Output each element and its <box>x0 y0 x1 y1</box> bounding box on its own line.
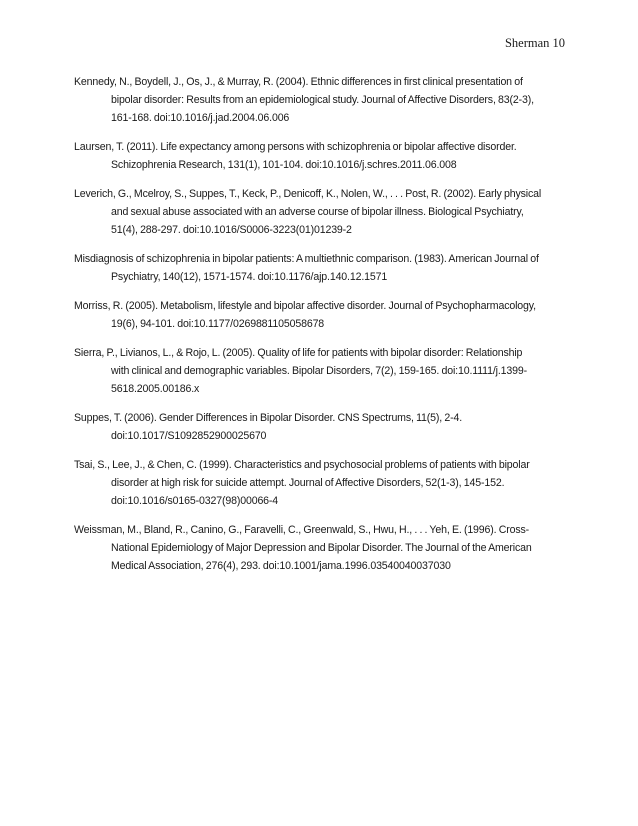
reference-entry-sierra-2005 <box>74 344 566 398</box>
reference-entry-morriss-2005 <box>74 297 566 333</box>
reference-line: Leverich, G., Mcelroy, S., Suppes, T., Keck, P., Denicoff, K., Nolen, W., . . . Post, R. (2002). Early physical <box>74 188 542 200</box>
reference-entry-suppes-2006 <box>74 409 566 445</box>
reference-line: disorder at high risk for suicide attempt. Journal of Affective Disorders, 52(1-3), 145-152. <box>111 477 505 489</box>
reference-line: Misdiagnosis of schizophrenia in bipolar patients: A multiethnic comparison. (1983). American Journal of <box>74 253 539 265</box>
reference-entry-leverich-2002 <box>74 185 566 239</box>
reference-entry-misdiagnosis-1983 <box>74 250 566 286</box>
reference-line: Laursen, T. (2011). Life expectancy among persons with schizophrenia or bipolar affective disorder. <box>74 141 517 153</box>
reference-line: and sexual abuse associated with an adverse course of bipolar illness. Biological Psychiatry, <box>111 206 524 218</box>
reference-line: Tsai, S., Lee, J., & Chen, C. (1999). Characteristics and psychosocial problems of patients with bipolar <box>74 459 530 471</box>
reference-line: 5618.2005.00186.x <box>111 383 200 395</box>
reference-line: 19(6), 94-101. doi:10.1177/0269881105058678 <box>111 318 325 330</box>
reference-line: National Epidemiology of Major Depression and Bipolar Disorder. The Journal of the American <box>111 542 532 554</box>
reference-entry-weissman-1996 <box>74 521 566 575</box>
reference-line: Schizophrenia Research, 131(1), 101-104. doi:10.1016/j.schres.2011.06.008 <box>111 159 457 171</box>
reference-entry-kennedy-2004 <box>74 73 566 127</box>
running-head: Sherman 10 <box>504 36 565 50</box>
reference-line: Suppes, T. (2006). Gender Differences in Bipolar Disorder. CNS Spectrums, 11(5), 2-4. <box>74 412 463 424</box>
reference-line: bipolar disorder: Results from an epidemiological study. Journal of Affective Disorders, 83(2-3), <box>111 94 534 106</box>
reference-entry-tsai-1999 <box>74 456 566 510</box>
reference-line: Kennedy, N., Boydell, J., Os, J., & Murray, R. (2004). Ethnic differences in first clinical presentation of <box>74 76 523 88</box>
reference-line: Weissman, M., Bland, R., Canino, G., Faravelli, C., Greenwald, S., Hwu, H., . . . Yeh, E. (1996). Cross- <box>74 524 530 536</box>
reference-entry-laursen-2011 <box>74 138 566 174</box>
reference-line: Morriss, R. (2005). Metabolism, lifestyle and bipolar affective disorder. Journal of Psychopharmacology, <box>74 300 536 312</box>
reference-line: Psychiatry, 140(12), 1571-1574. doi:10.1176/ajp.140.12.1571 <box>111 271 388 283</box>
reference-line: doi:10.1016/s0165-0327(98)00066-4 <box>111 495 279 507</box>
reference-line: doi:10.1017/S1092852900025670 <box>111 430 267 442</box>
reference-list <box>74 73 566 586</box>
reference-line: with clinical and demographic variables. Bipolar Disorders, 7(2), 159-165. doi:10.1111/j.1399- <box>111 365 527 377</box>
reference-line: Medical Association, 276(4), 293. doi:10.1001/jama.1996.03540040037030 <box>111 560 451 572</box>
reference-line: Sierra, P., Livianos, L., & Rojo, L. (2005). Quality of life for patients with bipolar disorder: Relationship <box>74 347 523 359</box>
reference-line: 51(4), 288-297. doi:10.1016/S0006-3223(01)01239-2 <box>111 224 352 236</box>
reference-line: 161-168. doi:10.1016/j.jad.2004.06.006 <box>111 112 290 124</box>
